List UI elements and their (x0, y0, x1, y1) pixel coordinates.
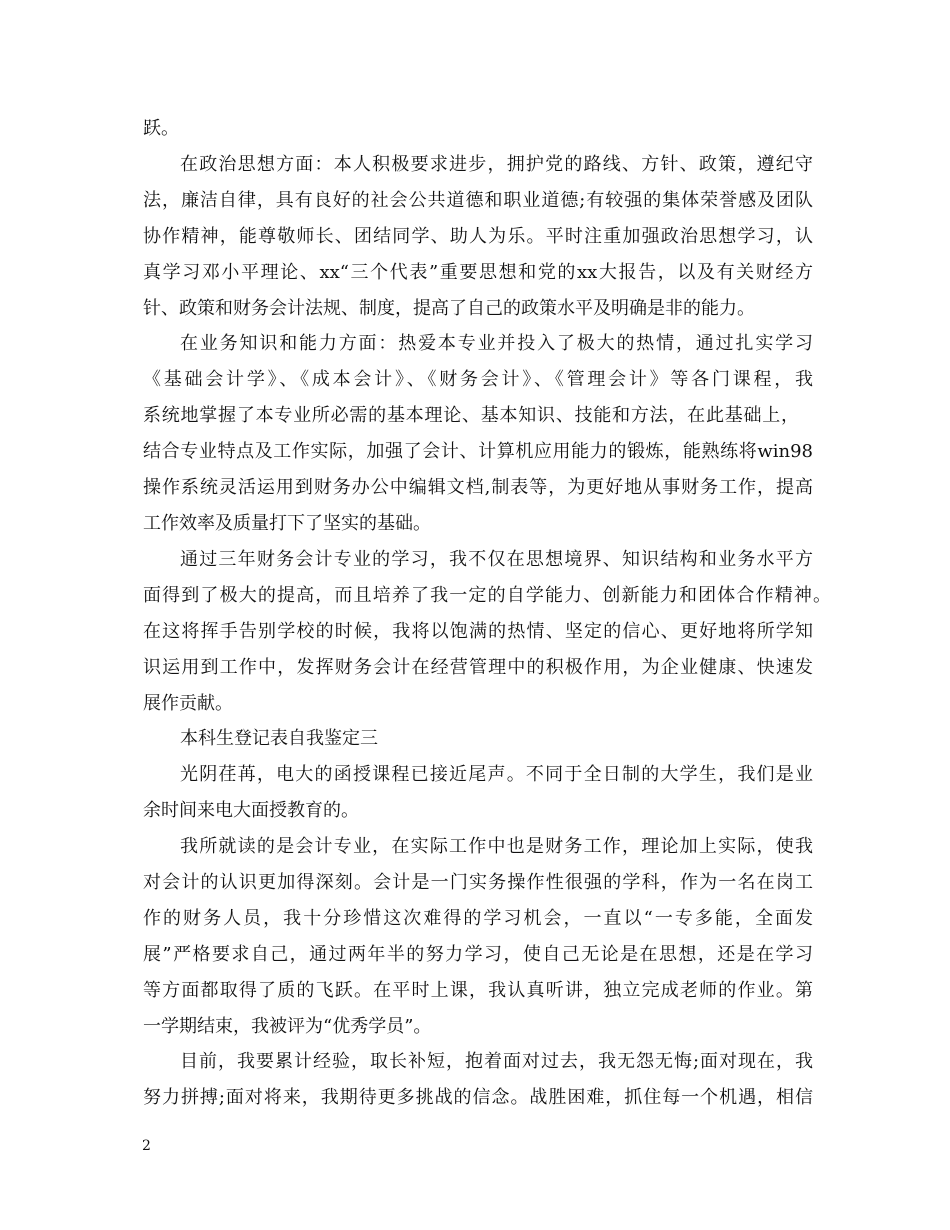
body-line: 操作系统灵活运用到财务办公中编辑文档,制表等，为更好地从事财务工作，提高 (143, 477, 813, 498)
paragraph-first-line: 在政治思想方面：本人积极要求进步，拥护党的路线、方针、政策，遵纪守 (180, 154, 813, 175)
section-heading: 本科生登记表自我鉴定三 (180, 728, 378, 749)
paragraph-first-line: 我所就读的是会计专业，在实际工作中也是财务工作，理论加上实际，使我 (180, 836, 813, 857)
body-line: 法，廉洁自律，具有良好的社会公共道德和职业道德;有较强的集体荣誉感及团队 (143, 190, 813, 211)
body-line: 等方面都取得了质的飞跃。在平时上课，我认真听讲，独立完成老师的作业。第 (143, 980, 813, 1001)
paragraph-first-line: 通过三年财务会计专业的学习，我不仅在思想境界、知识结构和业务水平方 (180, 549, 813, 570)
body-line: 对会计的认识更加得深刻。会计是一门实务操作性很强的学科，作为一名在岗工 (143, 872, 813, 893)
body-line: 针、政策和财务会计法规、制度，提高了自己的政策水平及明确是非的能力。 (143, 298, 755, 319)
body-line: 《基础会计学》、《成本会计》、《财务会计》、《管理会计》等各门课程，我 (143, 369, 813, 390)
body-line: 作的财务人员，我十分珍惜这次难得的学习机会，一直以“一专多能，全面发 (143, 908, 813, 929)
body-line: 在这将挥手告别学校的时候，我将以饱满的热情、坚定的信心、更好地将所学知 (143, 621, 813, 642)
body-line: 结合专业特点及工作实际，加强了会计、计算机应用能力的锻炼，能熟练将win98 (143, 441, 813, 462)
body-line: 识运用到工作中，发挥财务会计在经营管理中的积极作用，为企业健康、快速发 (143, 657, 813, 678)
paragraph-first-line: 光阴荏苒，电大的函授课程已接近尾声。不同于全日制的大学生，我们是业 (180, 764, 813, 785)
body-line: 努力拼搏;面对将来，我期待更多挑战的信念。战胜困难，抓住每一个机遇，相信 (143, 1087, 813, 1108)
paragraph-first-line: 目前，我要累计经验，取长补短，抱着面对过去，我无怨无悔;面对现在，我 (180, 1051, 813, 1072)
body-line: 面得到了极大的提高，而且培养了我一定的自学能力、创新能力和团体合作精神。 (143, 585, 831, 606)
body-line: 协作精神，能尊敬师长、团结同学、助人为乐。平时注重加强政治思想学习，认 (143, 226, 813, 247)
page-number: 2 (142, 1138, 151, 1154)
body-line: 余时间来电大面授教育的。 (143, 800, 359, 821)
paragraph-first-line: 在业务知识和能力方面：热爱本专业并投入了极大的热情，通过扎实学习 (180, 333, 813, 354)
body-line: 真学习邓小平理论、xx“三个代表”重要思想和党的xx大报告，以及有关财经方 (143, 262, 813, 283)
body-line: 展”严格要求自己，通过两年半的努力学习，使自己无论是在思想，还是在学习 (143, 944, 813, 965)
body-line: 系统地掌握了本专业所必需的基本理论、基本知识、技能和方法，在此基础上， (143, 405, 799, 426)
body-line: 跃。 (143, 118, 179, 139)
body-line: 工作效率及质量打下了坚实的基础。 (143, 513, 431, 534)
body-line: 展作贡献。 (143, 693, 233, 714)
body-line: 一学期结束，我被评为“优秀学员”。 (143, 1016, 432, 1037)
